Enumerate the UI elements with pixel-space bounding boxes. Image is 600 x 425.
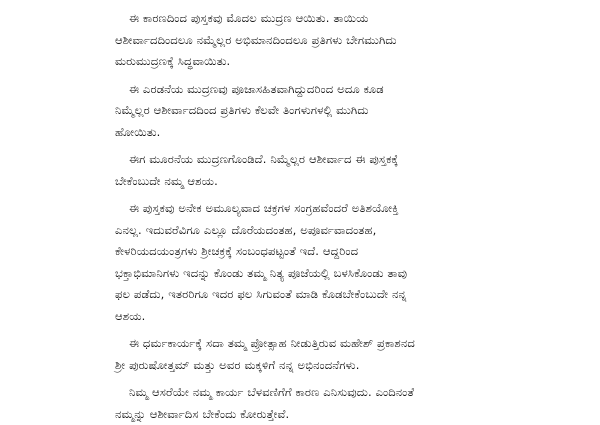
paragraph [115, 382, 538, 425]
text-line: ಈ ಪುಸ್ತಕವು ಅನೇಕ ಅಮೂಲ್ಯವಾದ ಚಕ್ರಗಳ ಸಂಗ್ರಹವೆಂದರೆ ಅತಿಶಯೋಕ್ತಿ [129, 201, 399, 215]
text-line: ಎನಲ್ಲ. ಇದುವರೆವಿಗೂ ಎಲ್ಲೂ ದೊರೆಯದಂತಹ, ಅಪೂರ್ವವಾದಂತಹ, [115, 222, 377, 237]
text-line: ಆಶಯ. [115, 308, 146, 323]
text-line: ಮರುಮುದ್ರಣಕ್ಕೆ ಸಿದ್ಧವಾಯಿತು. [115, 54, 231, 68]
text-line: ಕೇಳರಿಯದಯಂತ್ರಗಳು ಶ್ರೀಚಕ್ರಕ್ಕೆ ಸಂಬಂಧಪಟ್ಟಂತೆ ಇದೆ. ಆದ್ದರಿಂದ [115, 244, 359, 258]
text-line: ನಮ್ಮನ್ನು ಆಶೀರ್ವಾದಿಸ ಬೇಕೆಂದು ಕೋರುತ್ತೇವೆ. [115, 406, 290, 421]
text-line: ಈ ಕಾರಣದಿಂದ ಪುಸ್ತಕವು ಮೊದಲ ಮುದ್ರಣ ಆಯಿತು. ತಾಯಿಯ [129, 11, 369, 25]
paragraph [115, 149, 538, 192]
text-line: ನಿಮ್ಮೆಲ್ಲರ ಆಶೀರ್ವಾದದಿಂದ ಪ್ರತಿಗಳು ಕೆಲವೇ ತಿಂಗಳುಗಳಲ್ಲಿ ಮುಗಿದು [115, 103, 369, 117]
text-line: ಈ ಧರ್ಮಕಾರ್ಯಕ್ಕೆ ಸದಾ ತಮ್ಮ ಪ್ರೋತ್ಸಾಹ ನೀಡುತ್ತಿರುವ ಮಹೇಶ್ ಪ್ರಕಾಶನದ [129, 336, 415, 350]
text-line: ನಿಮ್ಮ ಆಸರೆಯೇ ನಮ್ಮ ಕಾರ್ಯ ಬೆಳವಣಿಗೆಗೆ ಕಾರಣ ಎನಿಸುವುದು. ಎಂದಿನಂತೆ [129, 385, 415, 399]
paragraph [115, 79, 538, 144]
text-line: ಆಶೀರ್ವಾದದಿಂದಲೂ ನಮ್ಮೆಲ್ಲರ ಅಭಿಮಾನದಿಂದಲೂ ಪ್ರತಿಗಳು ಬೇಗಮುಗಿದು [115, 32, 397, 47]
text-line: ಫಲ ಪಡೆದು, ಇತರರಿಗೂ ಇದರ ಫಲ ಸಿಗುವಂತೆ ಮಾಡಿ ಕೊಡಬೇಕೆಂಬುದೇ ನನ್ನ [115, 287, 407, 301]
body-text [115, 8, 538, 425]
text-line: ಬೇಕೆಂಬುದೇ ನಮ್ಮ ಆಶಯ. [115, 173, 218, 188]
text-line: ಈಗ ಮೂರನೆಯ ಮುದ್ರಣಗೊಂಡಿದೆ. ನಿಮ್ಮೆಲ್ಲರ ಆಶೀರ್ವಾದ ಈ ಪುಸ್ತಕಕ್ಕೆ [129, 152, 399, 166]
paragraph [115, 198, 538, 327]
text-line: ಶ್ರೀ ಪುರುಷೋತ್ತಮ್ ಮತ್ತು ಅವರ ಮಕ್ಕಳಿಗೆ ನನ್ನ ಅಭಿನಂದನೆಗಳು. [115, 357, 360, 372]
paragraph [115, 8, 538, 73]
paragraph [115, 333, 538, 376]
text-line: ಹೋಯಿತು. [115, 124, 161, 139]
text-line: ಈ ಎರಡನೆಯ ಮುದ್ರಣವು ಪೂಜಾಸಹಿತವಾಗಿದ್ದುದರಿಂದ ಅದೂ ಕೂಡ [129, 81, 384, 96]
text-line: ಭಕ್ತಾಭಿಮಾನಿಗಳು ಇದನ್ನು ಕೊಂಡು ತಮ್ಮ ನಿತ್ಯ ಪೂಜೆಯಲ್ಲಿ ಬಳಸಿಕೊಂಡು ತಾವು [115, 265, 408, 280]
